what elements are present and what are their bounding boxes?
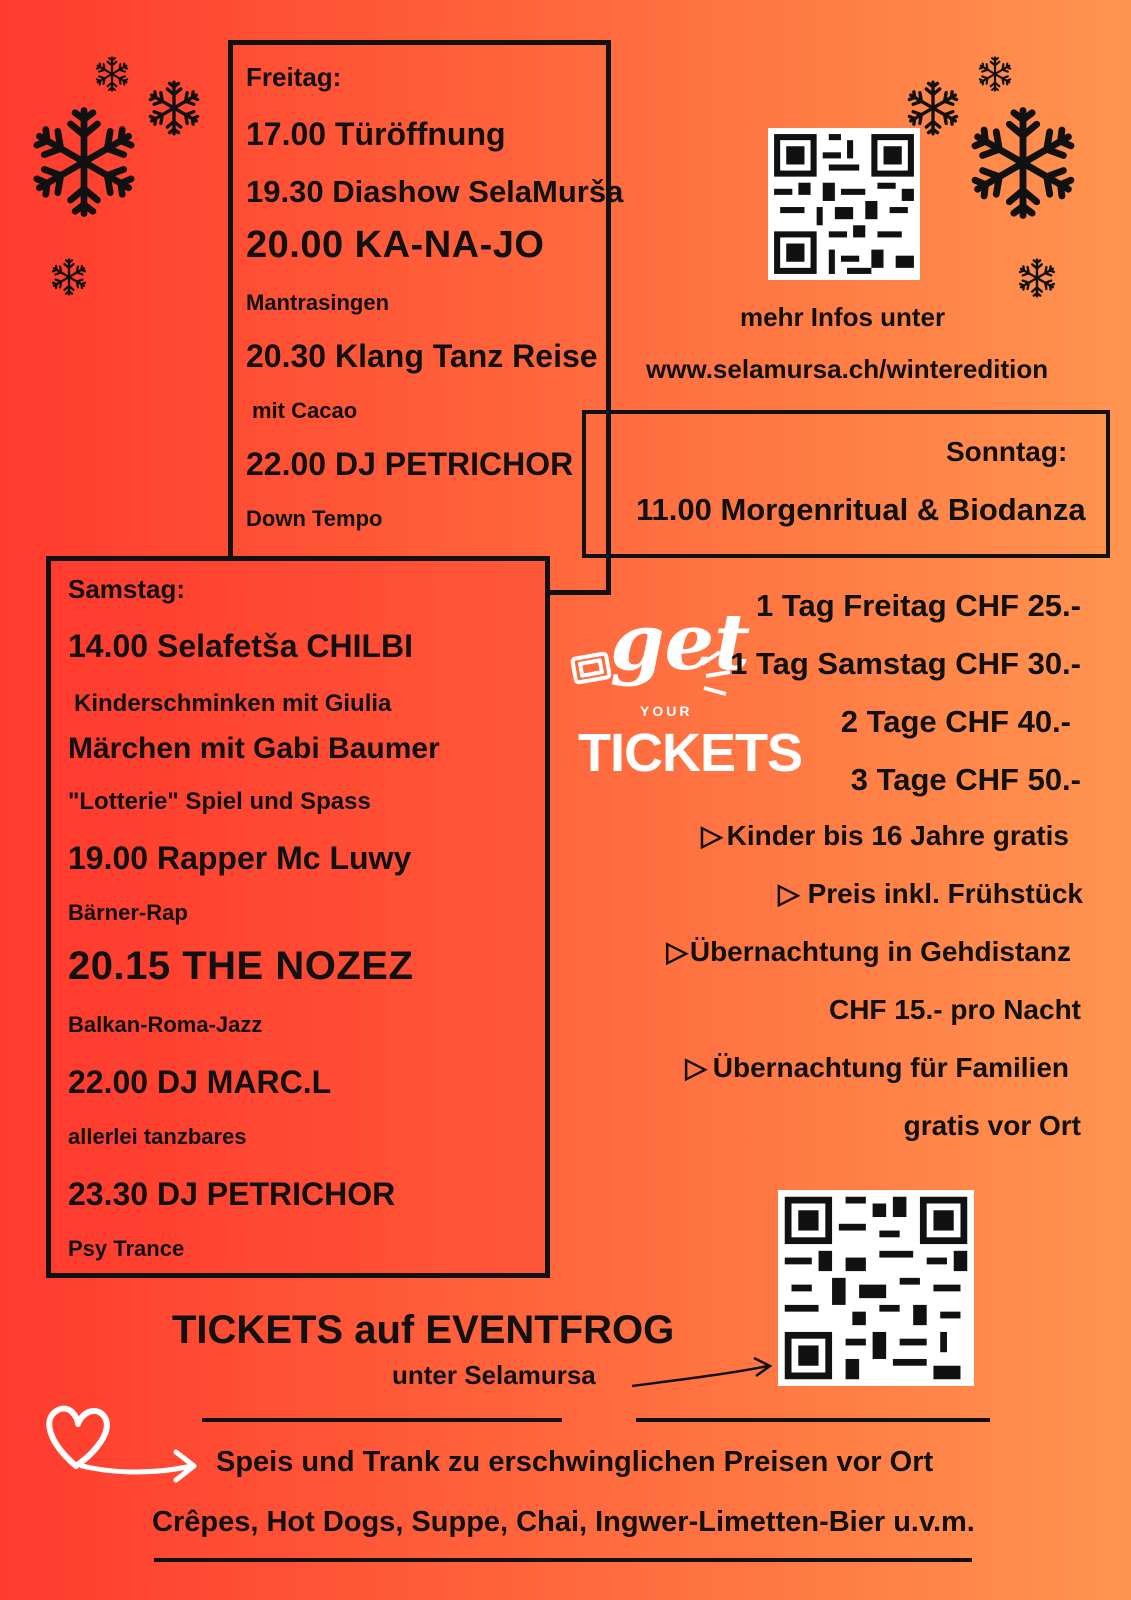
- divider: [636, 1418, 990, 1422]
- price-item: 1 Tag Freitag CHF 25.-: [756, 588, 1081, 623]
- schedule-item: Märchen mit Gabi Baumer: [68, 732, 440, 765]
- snowflake-icon: [1017, 258, 1057, 298]
- schedule-item: mit Cacao: [252, 398, 358, 423]
- schedule-item: 22.00 DJ MARC.L: [68, 1064, 332, 1100]
- schedule-item: Balkan-Roma-Jazz: [68, 1012, 263, 1037]
- schedule-item: Down Tempo: [246, 506, 383, 531]
- divider: [202, 1418, 562, 1422]
- arrow-right-icon: ▷: [685, 1052, 707, 1083]
- price-item: 3 Tage CHF 50.-: [850, 762, 1081, 797]
- arrow-right-icon: [76, 1440, 206, 1490]
- schedule-item: 20.30 Klang Tanz Reise: [246, 338, 598, 374]
- schedule-item: 22.00 DJ PETRICHOR: [246, 446, 574, 482]
- food-line-2: Crêpes, Hot Dogs, Suppe, Chai, Ingwer-Limetten-Bier u.v.m.: [152, 1506, 975, 1538]
- schedule-item: "Lotterie" Spiel und Spass: [68, 788, 371, 815]
- friday-heading: Freitag:: [246, 62, 342, 92]
- eventfrog-subtitle: unter Selamursa: [392, 1360, 596, 1390]
- snowflake-icon: [977, 56, 1013, 92]
- price-item: 1 Tag Samstag CHF 30.-: [730, 646, 1081, 681]
- note-item: ▷Übernachtung in Gehdistanz: [666, 936, 1071, 967]
- note-item: CHF 15.- pro Nacht: [828, 994, 1081, 1025]
- sunday-event: 11.00 Morgenritual & Biodanza: [636, 492, 1086, 527]
- schedule-item: Bärner-Rap: [68, 900, 188, 925]
- qr-code-icon: [768, 128, 920, 280]
- get-your-tickets-badge: [570, 597, 803, 804]
- snowflake-icon: [966, 106, 1080, 220]
- info-label: mehr Infos unter: [740, 302, 946, 332]
- snowflake-icon: [50, 258, 88, 296]
- schedule-item: Mantrasingen: [246, 290, 390, 315]
- snowflake-icon: [146, 80, 202, 136]
- badge-tickets: TICKETS: [578, 723, 803, 783]
- food-line-1: Speis und Trank zu erschwinglichen Preisen vor Ort: [216, 1446, 934, 1478]
- divider: [154, 1558, 972, 1562]
- note-item: gratis vor Ort: [903, 1110, 1081, 1141]
- schedule-item: 17.00 Türöffnung: [246, 116, 506, 152]
- schedule-item: 19.00 Rapper Mc Luwy: [68, 840, 412, 876]
- note-item: ▷ Preis inkl. Frühstück: [778, 878, 1083, 909]
- snowflake-icon: [28, 106, 140, 218]
- schedule-item: Kinderschminken mit Giulia: [74, 690, 392, 717]
- schedule-item: 19.30 Diashow SelaMurša: [246, 174, 624, 209]
- arrow-right-icon: [628, 1352, 778, 1392]
- arrow-right-icon: ▷: [701, 820, 723, 851]
- saturday-heading: Samstag:: [68, 574, 186, 604]
- schedule-item: allerlei tanzbares: [68, 1124, 247, 1149]
- qr-code-icon: [778, 1190, 974, 1386]
- arrow-right-icon: ▷: [666, 936, 688, 967]
- ticket-qr-code[interactable]: [778, 1190, 974, 1386]
- sunday-heading: Sonntag:: [946, 436, 1068, 467]
- eventfrog-title: TICKETS auf EVENTFROG: [172, 1308, 675, 1352]
- schedule-item: 23.30 DJ PETRICHOR: [68, 1176, 396, 1212]
- snowflake-icon: [94, 56, 130, 92]
- note-item: ▷ Kinder bis 16 Jahre gratis: [701, 820, 1069, 851]
- badge-get: get: [610, 597, 751, 688]
- info-qr-code[interactable]: [768, 128, 920, 280]
- schedule-item: 14.00 Selafetša CHILBI: [68, 628, 414, 664]
- info-url[interactable]: www.selamursa.ch/winteredition: [646, 354, 1049, 384]
- sunday-frame: [582, 410, 1110, 558]
- badge-your: YOUR: [640, 703, 693, 719]
- schedule-item: 20.15 THE NOZEZ: [68, 944, 414, 988]
- price-item: 2 Tage CHF 40.-: [840, 704, 1071, 739]
- arrow-right-icon: ▷: [778, 878, 800, 909]
- schedule-item: Psy Trance: [68, 1236, 185, 1261]
- schedule-item: 20.00 KA-NA-JO: [246, 224, 545, 266]
- note-item: ▷ Übernachtung für Familien: [685, 1052, 1069, 1083]
